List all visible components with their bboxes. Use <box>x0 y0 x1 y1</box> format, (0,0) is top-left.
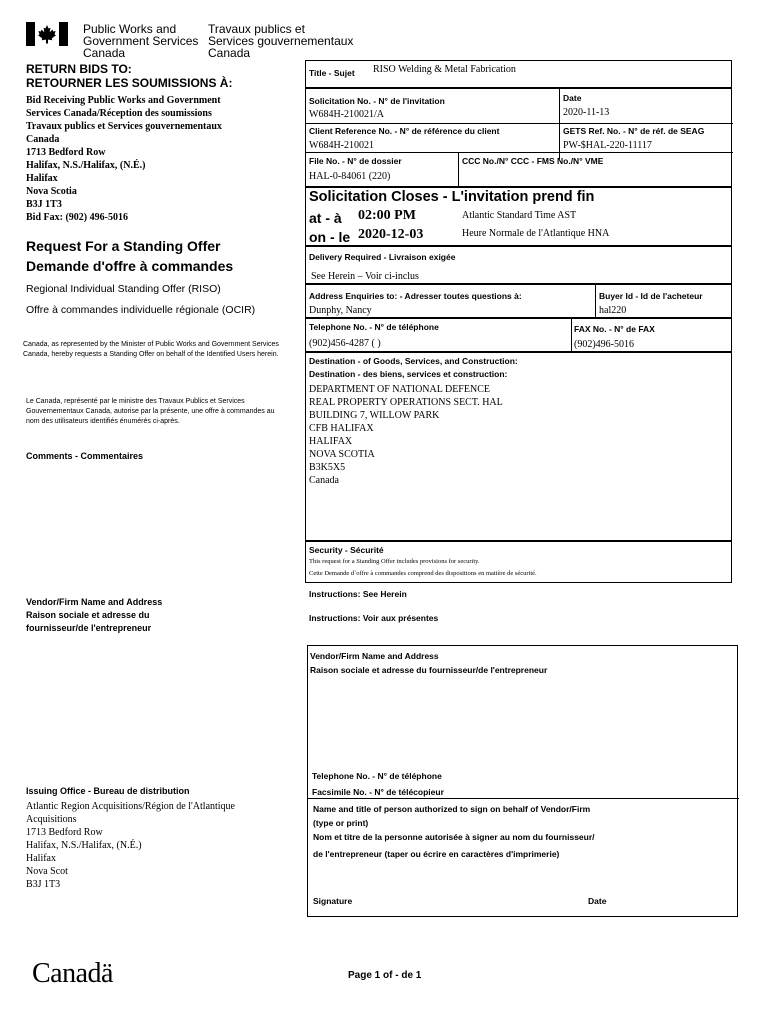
phone-fax-block <box>305 318 732 352</box>
canada-wordmark: Canadä <box>32 958 113 989</box>
issuing-office-label: Issuing Office - Bureau de distribution <box>26 786 190 796</box>
issuing-office-address: Atlantic Region Acquisitions/Région de l'Atlantique Acquisitions 1713 Bedford Row Halifax, N.S./Halifax, (N.É.) Halifax Nova Scot B3J 1T3 <box>26 801 235 890</box>
destination-label-en: Destination - of Goods, Services, and Construction: <box>309 356 518 366</box>
close-time-value: 02:00 PM <box>358 208 416 223</box>
destination-address: DEPARTMENT OF NATIONAL DEFENCE REAL PROPERTY OPERATIONS SECT. HAL BUILDING 7, WILLOW PARK CFB HALIFAX HALIFAX NOVA SCOTIA B3K5X5 Canada <box>309 384 503 486</box>
timezone-en: Atlantic Standard Time AST <box>462 210 577 221</box>
delivery-label: Delivery Required - Livraison exigée <box>309 252 456 262</box>
client-ref-label: Client Reference No. - N° de référence du client <box>309 126 500 136</box>
department-name-en: Public Works and Government Services Canada <box>83 22 199 60</box>
gets-value: PW-$HAL-220-11117 <box>563 140 652 151</box>
title-label: Title - Sujet <box>309 68 355 78</box>
date-value: 2020-11-13 <box>563 107 610 118</box>
address-enquiries-label: Address Enquiries to: - Adresser toutes questions à: <box>309 291 522 301</box>
vendor-facsimile-label: Facsimile No. - N° de télécopieur <box>312 787 444 797</box>
buyer-id-value: hal220 <box>599 305 627 316</box>
address-enquiries-block <box>305 284 732 318</box>
instructions-en: Instructions: See Herein <box>309 589 407 599</box>
telephone-label: Telephone No. - N° de téléphone <box>309 322 439 332</box>
comments-label: Comments - Commentaires <box>26 451 144 461</box>
address-enquiries-value: Dunphy, Nancy <box>309 305 372 316</box>
request-paragraph-en: Canada, as represented by the Minister of Public Works and Government Services Canada, hereby requests a Standing Offer on behalf of the Identified Users herein. <box>23 341 279 358</box>
file-value: HAL-0-84061 (220) <box>309 171 391 182</box>
security-text-en: This request for a Standing Offer includes provisions for security. <box>309 558 480 565</box>
client-ref-value: W684H-210021 <box>309 140 374 151</box>
delivery-value: See Herein – Voir ci-inclus <box>311 271 419 282</box>
canada-flag-icon <box>26 22 68 46</box>
title-value: RISO Welding & Metal Fabrication <box>373 64 516 75</box>
on-label: on - le <box>309 229 351 245</box>
vendor-box-label-en: Vendor/Firm Name and Address <box>310 651 439 661</box>
telephone-value: (902)456-4287 ( ) <box>309 338 381 349</box>
riso-label-en: Regional Individual Standing Offer (RISO) <box>26 283 221 295</box>
security-block <box>305 541 732 583</box>
fax-value: (902)496-5016 <box>574 339 634 350</box>
page-number: Page 1 of - de 1 <box>348 970 422 981</box>
vendor-box-label-fr: Raison sociale et adresse du fournisseur/de l'entrepreneur <box>310 665 548 675</box>
close-date-value: 2020-12-03 <box>358 227 424 242</box>
buyer-id-label: Buyer Id - Id de l'acheteur <box>599 291 703 301</box>
solicitation-block <box>305 88 732 187</box>
ccc-label: CCC No./N° CCC - FMS No./N° VME <box>462 156 604 166</box>
vendor-telephone-label: Telephone No. - N° de téléphone <box>312 771 442 781</box>
solicitation-value: W684H-210021/A <box>309 109 384 120</box>
authorized-name-en-1: Name and title of person authorized to sign on behalf of Vendor/Firm <box>313 804 591 814</box>
closes-block <box>305 187 732 246</box>
vendor-signature-box <box>307 645 738 917</box>
signature-label: Signature <box>313 896 353 906</box>
request-paragraph-fr: Le Canada, représenté par le ministre des Travaux Publics et Services Gouvernementaux Canada, autorise par la présente, une offre à commandes au nom des utilisateurs identifiés énumérés ci-après. <box>26 398 275 425</box>
return-bids-heading: RETURN BIDS TO: RETOURNER LES SOUMISSIONS À: <box>26 62 233 90</box>
file-label: File No. - N° de dossier <box>309 156 402 166</box>
signature-date-label: Date <box>588 896 607 906</box>
at-label: at - à <box>309 210 342 226</box>
destination-label-fr: Destination - des biens, services et construction: <box>309 369 508 379</box>
destination-block <box>305 352 732 541</box>
riso-label-fr: Offre à commandes individuelle régionale (OCIR) <box>26 304 256 316</box>
delivery-block <box>305 246 732 284</box>
return-bids-address: Bid Receiving Public Works and Government Services Canada/Réception des soumissions Travaux publics et Services gouvernementaux Canada 1713 Bedford Row Halifax, N.S./Halifax, (N.É.) Halifax Nova Scotia B3J 1T3 Bid Fax: (902) 496-5016 <box>26 95 222 223</box>
instructions-fr: Instructions: Voir aux présentes <box>309 613 439 623</box>
date-label: Date <box>563 93 582 103</box>
security-label: Security - Sécurité <box>309 545 384 555</box>
department-name-fr: Travaux publics et Services gouvernementaux Canada <box>208 22 354 60</box>
vendor-label-left: Vendor/Firm Name and Address Raison sociale et adresse du fournisseur/de l'entrepreneur <box>26 597 163 633</box>
gets-label: GETS Ref. No. - N° de réf. de SEAG <box>563 126 705 136</box>
solicitation-label: Solicitation No. - N° de l'invitation <box>309 96 445 106</box>
fax-label: FAX No. - N° de FAX <box>574 324 655 334</box>
security-text-fr: Cette Demande d`offre à commandes comprend des dispositions en matière de sécurité. <box>309 570 537 577</box>
authorized-name-fr-1: Nom et titre de la personne autorisée à signer au nom du fournisseur/ <box>313 832 595 842</box>
authorized-name-en-2: (type or print) <box>313 818 369 828</box>
title-box <box>305 60 732 88</box>
authorized-name-fr-2: de l'entrepreneur (taper ou écrire en caractères d'imprimerie) <box>313 849 560 859</box>
timezone-fr: Heure Normale de l'Atlantique HNA <box>462 228 610 239</box>
closes-title: Solicitation Closes - L'invitation prend fin <box>309 189 595 205</box>
request-title: Request For a Standing Offer Demande d'offre à commandes <box>26 238 234 274</box>
